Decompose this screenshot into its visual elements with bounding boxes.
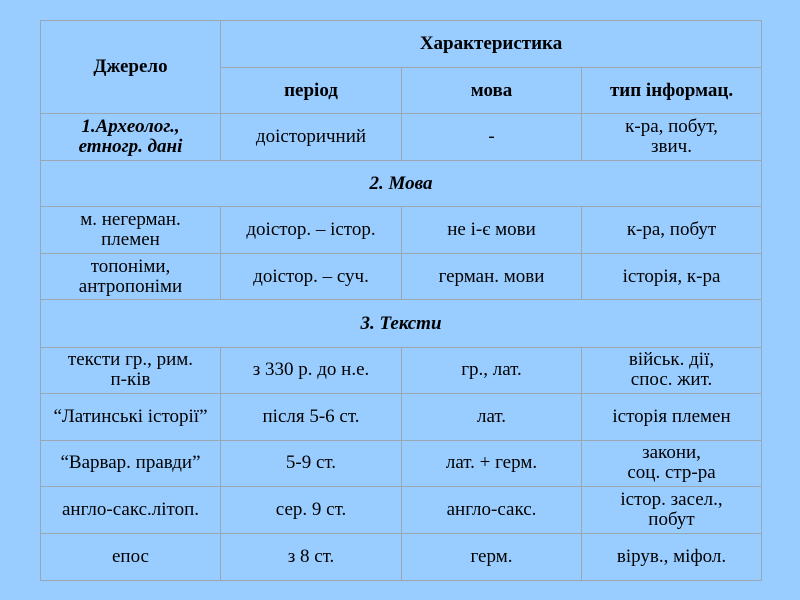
cell-period: 5-9 ст. (221, 440, 402, 486)
cell-language: не і-є мови (402, 207, 582, 254)
cell-source: тексти гр., рим. п-ків (41, 347, 221, 393)
cell-language: гр., лат. (402, 347, 582, 393)
section-texts-title: 3. Тексти (41, 300, 762, 347)
header-period: період (221, 68, 402, 114)
cell-source: м. негерман. племен (41, 207, 221, 254)
cell-info: історія племен (582, 393, 762, 440)
section-row (41, 161, 762, 207)
cell-info: історія, к-ра (582, 254, 762, 300)
cell-language: лат. (402, 393, 582, 440)
table-row (41, 533, 762, 580)
cell-language: англо-сакс. (402, 486, 582, 533)
header-row-1 (41, 21, 762, 68)
cell-period: сер. 9 ст. (221, 486, 402, 533)
section-language-title: 2. Мова (41, 161, 762, 207)
cell-source: “Варвар. правди” (41, 440, 221, 486)
cell-language: лат. + герм. (402, 440, 582, 486)
table-row (41, 486, 762, 533)
section-row (41, 300, 762, 347)
cell-period: доісторичний (221, 114, 402, 161)
cell-info: к-ра, побут (582, 207, 762, 254)
sources-table (40, 20, 762, 581)
cell-info: істор. засел., побут (582, 486, 762, 533)
cell-info: закони, соц. стр-ра (582, 440, 762, 486)
cell-language: герм. (402, 533, 582, 580)
table-row (41, 254, 762, 300)
table-row (41, 393, 762, 440)
cell-language: герман. мови (402, 254, 582, 300)
cell-period: з 330 р. до н.е. (221, 347, 402, 393)
table-row (41, 440, 762, 486)
header-info-type: тип інформац. (582, 68, 762, 114)
cell-period: після 5-6 ст. (221, 393, 402, 440)
table-row (41, 114, 762, 161)
cell-info: вірув., міфол. (582, 533, 762, 580)
cell-source: топоніми, антропоніми (41, 254, 221, 300)
cell-info: к-ра, побут, звич. (582, 114, 762, 161)
table-row (41, 347, 762, 393)
cell-source: епос (41, 533, 221, 580)
cell-source: “Латинські історії” (41, 393, 221, 440)
cell-source: англо-сакс.літоп. (41, 486, 221, 533)
cell-period: з 8 ст. (221, 533, 402, 580)
cell-info: військ. дії, спос. жит. (582, 347, 762, 393)
cell-source: 1.Археолог., етногр. дані (41, 114, 221, 161)
cell-period: доістор. – істор. (221, 207, 402, 254)
table-row (41, 207, 762, 254)
cell-period: доістор. – суч. (221, 254, 402, 300)
header-characteristic: Характеристика (221, 21, 762, 68)
header-source: Джерело (41, 21, 221, 114)
header-language: мова (402, 68, 582, 114)
cell-language: - (402, 114, 582, 161)
